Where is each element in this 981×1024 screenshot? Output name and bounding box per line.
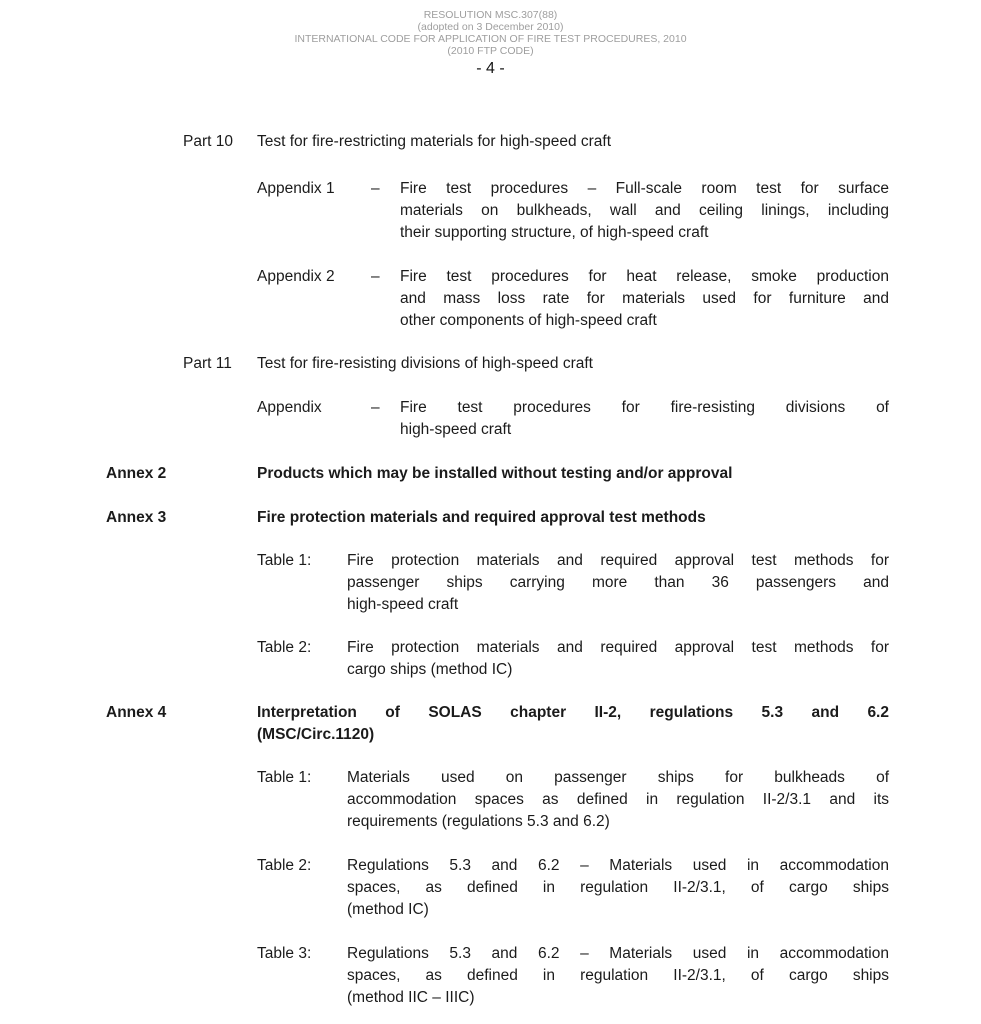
part-11-row [183,353,889,375]
appendix-dash: – [371,399,380,416]
table-2-label: Table 2: [257,857,312,874]
annex-2-row [106,463,889,485]
header-code-abbrev: (2010 FTP CODE) [447,45,534,57]
document-header [0,0,981,57]
paragraph-line: spaces, as defined in regulation II-2/3.1, of cargo ships [347,967,889,984]
table-2-text [347,855,889,921]
appendix-text [400,397,889,441]
part-11-title: Test for fire-resisting divisions of high-speed craft [257,355,593,372]
paragraph-line: Regulations 5.3 and 6.2 – Materials used in accommodation [347,945,889,962]
paragraph-line: Regulations 5.3 and 6.2 – Materials used in accommodation [347,857,889,874]
table-2-text [347,637,889,681]
annex-3-label: Annex 3 [106,509,167,526]
paragraph-line: cargo ships (method IC) [347,661,513,678]
part-11-label: Part 11 [183,355,232,372]
paragraph-line: (method IIC – IIIC) [347,989,475,1006]
appendix-label: Appendix [257,399,322,416]
paragraph-line: Fire test procedures – Full-scale room test for surface [400,180,889,197]
annex-4-title [257,702,889,746]
annex-4-label: Annex 4 [106,704,167,721]
table-3-label: Table 3: [257,945,312,962]
heading-line: Products which may be installed without testing and/or approval [257,465,733,482]
page-number: - 4 - [476,60,505,77]
annex-3-table-1-row [257,550,889,616]
paragraph-line: spaces, as defined in regulation II-2/3.1, of cargo ships [347,879,889,896]
part-10-row [183,131,889,153]
header-resolution-title: RESOLUTION MSC.307(88) [423,9,558,21]
part-10-appendix-1-row [257,178,889,244]
annex-2-label: Annex 2 [106,465,167,482]
paragraph-line: requirements (regulations 5.3 and 6.2) [347,813,610,830]
table-1-label: Table 1: [257,769,312,786]
paragraph-line: Fire test procedures for fire-resisting divisions of [400,399,889,416]
table-1-text [347,550,889,616]
annex-4-table-1-row [257,767,889,833]
paragraph-line: (method IC) [347,901,429,918]
paragraph-line: passenger ships carrying more than 36 passengers and [347,574,889,591]
part-11-appendix-row [257,397,889,441]
paragraph-line: Fire protection materials and required approval test methods for [347,552,889,569]
paragraph-line: their supporting structure, of high-speed craft [400,224,709,241]
part-10-label: Part 10 [183,133,233,150]
paragraph-line: Fire test procedures for heat release, smoke production [400,268,889,285]
paragraph-line: other components of high-speed craft [400,312,657,329]
header-code-title: INTERNATIONAL CODE FOR APPLICATION OF FIRE TEST PROCEDURES, 2010 [294,33,687,45]
paragraph-line: accommodation spaces as defined in regulation II-2/3.1 and its [347,791,889,808]
table-3-text [347,943,889,1009]
header-adoption-date: (adopted on 3 December 2010) [417,21,564,33]
paragraph-line: high-speed craft [400,421,512,438]
paragraph-line: and mass loss rate for materials used for furniture and [400,290,889,307]
paragraph-line: Fire protection materials and required approval test methods for [347,639,889,656]
annex-4-table-3-row [257,943,889,1009]
annex-4-row [106,702,889,746]
table-1-label: Table 1: [257,552,312,569]
heading-line: Interpretation of SOLAS chapter II-2, regulations 5.3 and 6.2 [257,704,889,721]
part-10-title: Test for fire-restricting materials for high-speed craft [257,133,612,150]
annex-3-row [106,507,889,529]
heading-line: Fire protection materials and required approval test methods [257,509,706,526]
table-1-text [347,767,889,833]
annex-2-title [257,463,889,485]
appendix-1-text [400,178,889,244]
paragraph-line: materials on bulkheads, wall and ceiling linings, including [400,202,889,219]
paragraph-line: high-speed craft [347,596,459,613]
appendix-2-dash: – [371,268,380,285]
part-10-appendix-2-row [257,266,889,332]
annex-3-table-2-row [257,637,889,681]
appendix-1-label: Appendix 1 [257,180,335,197]
heading-line: (MSC/Circ.1120) [257,726,375,743]
annex-4-table-2-row [257,855,889,921]
paragraph-line: Materials used on passenger ships for bulkheads of [347,769,889,786]
table-2-label: Table 2: [257,639,312,656]
annex-3-title [257,507,889,529]
appendix-1-dash: – [371,180,380,197]
appendix-2-text [400,266,889,332]
appendix-2-label: Appendix 2 [257,268,335,285]
